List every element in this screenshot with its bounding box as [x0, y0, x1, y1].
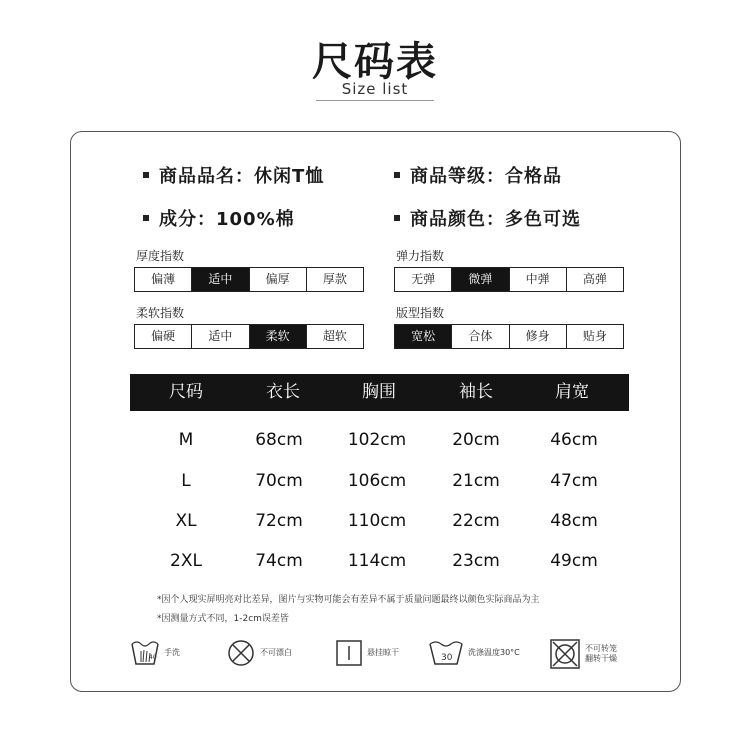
info-label: 商品颜色：多色可选	[410, 209, 581, 230]
measurement-note: *因测量方式不同，1-2cm误差皆	[157, 614, 289, 624]
disclaimer-note: *因个人现实屏明亮对比差异，图片与实物可能会有差异不属于质量问题最终以颜色实际商品为主	[157, 595, 540, 605]
table-cell: L	[181, 471, 191, 491]
scale-option: 柔软	[249, 325, 306, 348]
table-cell: 106cm	[347, 471, 407, 491]
info-item-product-name	[143, 162, 324, 188]
scale-option: 修身	[509, 325, 566, 348]
scale-option: 高弹	[566, 268, 623, 291]
table-cell: 49cm	[550, 551, 598, 571]
table-cell: 48cm	[550, 511, 598, 531]
hand-wash-icon	[130, 638, 160, 668]
table-cell: 23cm	[452, 551, 500, 571]
table-cell: 47cm	[550, 471, 598, 491]
table-cell: 70cm	[255, 471, 303, 491]
wash-temp-value: 30	[441, 653, 453, 663]
page-title: 尺码表	[312, 39, 438, 85]
table-cell: 22cm	[452, 511, 500, 531]
table-cell: XL	[175, 511, 197, 531]
care-item-no-bleach	[226, 638, 292, 668]
scale-option: 偏薄	[151, 272, 176, 286]
no-bleach-icon	[226, 638, 256, 668]
scale-option: 适中	[191, 325, 248, 348]
size-table-header	[130, 374, 629, 411]
table-cell: 114cm	[347, 551, 407, 571]
scale-option: 宽松	[395, 325, 451, 348]
hang-dry-icon	[335, 638, 363, 668]
scale-title-thickness: 厚度指数	[136, 249, 185, 263]
header-cell-length: 衣长	[266, 382, 300, 402]
table-cell: 2XL	[170, 551, 202, 571]
table-cell: 110cm	[347, 511, 407, 531]
scale-option: 无弹	[411, 272, 436, 286]
scale-fit	[394, 324, 624, 349]
bullet-icon	[394, 172, 400, 178]
table-cell: 20cm	[452, 430, 500, 450]
scale-option: 偏硬	[151, 329, 176, 343]
scale-title-fit: 版型指数	[396, 306, 445, 320]
subtitle-divider	[316, 100, 434, 101]
table-cell: 102cm	[347, 430, 407, 450]
header-cell-size: 尺码	[169, 382, 203, 402]
info-item-grade	[394, 162, 562, 188]
scale-thickness	[134, 267, 364, 292]
care-label: 不可漂白	[260, 648, 292, 657]
info-label: 成分：100%棉	[159, 209, 295, 230]
table-cell: 72cm	[255, 511, 303, 531]
header-cell-shoulder: 肩宽	[555, 382, 589, 402]
info-item-color	[394, 205, 581, 231]
scale-option: 偏厚	[249, 268, 306, 291]
care-label: 手洗	[164, 648, 180, 657]
scale-option: 微弹	[451, 268, 508, 291]
scale-option: 贴身	[566, 325, 623, 348]
scale-title-elasticity: 弹力指数	[396, 249, 445, 263]
scale-option: 厚款	[306, 268, 363, 291]
care-item-no-tumble-dry	[549, 638, 617, 670]
care-item-wash-temperature	[428, 638, 520, 668]
table-cell: 21cm	[452, 471, 500, 491]
info-label: 商品等级：合格品	[410, 166, 562, 187]
no-tumble-dry-icon	[549, 638, 581, 670]
scale-option: 超软	[306, 325, 363, 348]
scale-option: 中弹	[509, 268, 566, 291]
scale-title-softness: 柔软指数	[136, 306, 185, 320]
scale-elasticity	[394, 267, 624, 292]
scale-option: 合体	[451, 325, 508, 348]
table-cell: 46cm	[550, 430, 598, 450]
bullet-icon	[143, 215, 149, 221]
header-cell-sleeve: 袖长	[459, 382, 493, 402]
table-cell: 74cm	[255, 551, 303, 571]
care-item-hang-dry	[335, 638, 399, 668]
info-item-material	[143, 205, 295, 231]
wash-temperature-icon	[428, 638, 464, 668]
scale-softness	[134, 324, 364, 349]
page-subtitle: Size list	[341, 80, 409, 98]
care-label: 洗涤温度30°C	[468, 648, 520, 657]
header-cell-chest: 胸围	[362, 382, 396, 402]
hand-wash-temp: 40	[149, 654, 157, 661]
table-cell: 68cm	[255, 430, 303, 450]
care-label: 悬挂晾干	[367, 648, 399, 657]
bullet-icon	[143, 172, 149, 178]
care-item-hand-wash	[130, 638, 180, 668]
scale-option: 适中	[191, 268, 248, 291]
bullet-icon	[394, 215, 400, 221]
table-cell: M	[178, 430, 194, 450]
care-label: 不可转笼 翻转干燥	[585, 644, 617, 663]
info-label: 商品品名：休闲T恤	[159, 166, 325, 187]
